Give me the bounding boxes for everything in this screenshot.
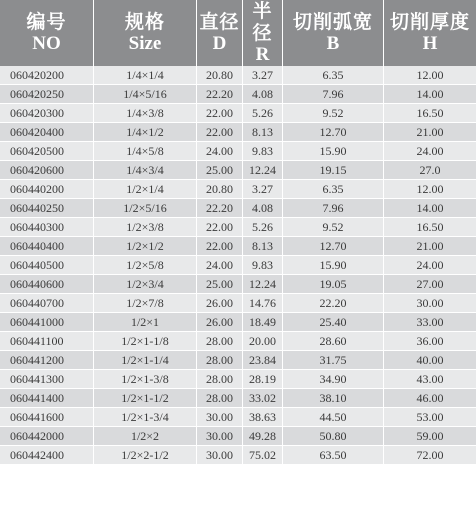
cell-thickness: 16.50 [384,218,476,237]
cell-thickness: 14.00 [384,85,476,104]
cell-arc-width: 15.90 [283,256,384,275]
cell-thickness: 36.00 [384,332,476,351]
table-row [0,161,476,180]
cell-no: 060441300 [0,370,94,389]
table-row [0,427,476,446]
header-row [0,0,476,66]
cell-no: 060420200 [0,66,94,85]
cell-diameter: 28.00 [197,370,243,389]
cell-diameter: 24.00 [197,142,243,161]
table-row [0,104,476,123]
cell-thickness: 12.00 [384,180,476,199]
cell-radius: 9.83 [243,256,283,275]
header-diameter-en: D [212,33,227,54]
cell-diameter: 22.00 [197,237,243,256]
cell-size: 1/4×3/8 [94,104,197,123]
cell-no: 060442400 [0,446,94,465]
table-row [0,446,476,465]
cell-radius: 28.19 [243,370,283,389]
cell-no: 060441100 [0,332,94,351]
header-size [94,0,197,66]
cell-diameter: 30.00 [197,408,243,427]
cell-size: 1/2×1-1/4 [94,351,197,370]
cell-no: 060441000 [0,313,94,332]
cell-radius: 12.24 [243,161,283,180]
cell-no: 060420250 [0,85,94,104]
cell-diameter: 22.20 [197,85,243,104]
cell-diameter: 20.80 [197,66,243,85]
cell-radius: 8.13 [243,237,283,256]
cell-radius: 18.49 [243,313,283,332]
table-row [0,218,476,237]
cell-radius: 49.28 [243,427,283,446]
cell-no: 060440600 [0,275,94,294]
table-row [0,123,476,142]
cell-thickness: 59.00 [384,427,476,446]
cell-no: 060420400 [0,123,94,142]
cell-size: 1/2×5/16 [94,199,197,218]
cell-arc-width: 6.35 [283,180,384,199]
table-row [0,313,476,332]
cell-diameter: 20.80 [197,180,243,199]
cell-size: 1/2×1 [94,313,197,332]
cell-radius: 14.76 [243,294,283,313]
cell-thickness: 33.00 [384,313,476,332]
header-no [0,0,94,66]
cell-arc-width: 50.80 [283,427,384,446]
cell-arc-width: 25.40 [283,313,384,332]
cell-thickness: 40.00 [384,351,476,370]
cell-diameter: 28.00 [197,351,243,370]
cell-diameter: 22.20 [197,199,243,218]
cell-arc-width: 34.90 [283,370,384,389]
cell-size: 1/2×5/8 [94,256,197,275]
cell-no: 060440500 [0,256,94,275]
cell-no: 060420500 [0,142,94,161]
cell-arc-width: 7.96 [283,199,384,218]
cell-size: 1/2×2 [94,427,197,446]
table-row [0,389,476,408]
cell-radius: 3.27 [243,180,283,199]
cell-size: 1/4×3/4 [94,161,197,180]
header-radius [243,0,283,66]
cell-arc-width: 12.70 [283,123,384,142]
cell-thickness: 27.00 [384,275,476,294]
table-row [0,256,476,275]
cell-size: 1/2×3/8 [94,218,197,237]
header-radius-zh: 半径 [252,0,273,44]
cell-thickness: 27.0 [384,161,476,180]
header-thickness-en: H [422,33,438,54]
header-no-en: NO [32,33,61,54]
cell-no: 060420600 [0,161,94,180]
cell-arc-width: 6.35 [283,66,384,85]
table-body [0,66,476,465]
cell-size: 1/2×1-3/8 [94,370,197,389]
cell-size: 1/2×7/8 [94,294,197,313]
cell-arc-width: 19.15 [283,161,384,180]
cell-size: 1/2×1/2 [94,237,197,256]
table-row [0,180,476,199]
table-row [0,66,476,85]
cell-radius: 20.00 [243,332,283,351]
cell-no: 060441400 [0,389,94,408]
cell-arc-width: 31.75 [283,351,384,370]
header-no-zh: 编号 [26,11,67,33]
cell-size: 1/2×3/4 [94,275,197,294]
cell-diameter: 30.00 [197,446,243,465]
cell-thickness: 46.00 [384,389,476,408]
cell-diameter: 24.00 [197,256,243,275]
cell-thickness: 14.00 [384,199,476,218]
cell-arc-width: 28.60 [283,332,384,351]
table-row [0,142,476,161]
cell-radius: 75.02 [243,446,283,465]
cell-thickness: 12.00 [384,66,476,85]
cell-arc-width: 12.70 [283,237,384,256]
cell-thickness: 30.00 [384,294,476,313]
cell-thickness: 72.00 [384,446,476,465]
header-thickness-zh: 切削厚度 [389,11,470,33]
header-radius-en: R [255,44,270,65]
cell-thickness: 24.00 [384,256,476,275]
cell-diameter: 28.00 [197,389,243,408]
cell-radius: 3.27 [243,66,283,85]
header-arc-width [283,0,384,66]
cell-radius: 12.24 [243,275,283,294]
cell-thickness: 43.00 [384,370,476,389]
cell-arc-width: 15.90 [283,142,384,161]
cell-arc-width: 19.05 [283,275,384,294]
cell-diameter: 30.00 [197,427,243,446]
cell-arc-width: 38.10 [283,389,384,408]
cell-no: 060420300 [0,104,94,123]
table-row [0,199,476,218]
cell-radius: 8.13 [243,123,283,142]
table-row [0,408,476,427]
cell-arc-width: 22.20 [283,294,384,313]
table-row [0,351,476,370]
cell-radius: 38.63 [243,408,283,427]
cell-diameter: 22.00 [197,104,243,123]
cell-no: 060440300 [0,218,94,237]
cell-size: 1/4×5/8 [94,142,197,161]
cell-arc-width: 63.50 [283,446,384,465]
table-row [0,294,476,313]
cell-diameter: 26.00 [197,313,243,332]
header-size-zh: 规格 [124,11,165,33]
cell-size: 1/2×1/4 [94,180,197,199]
cell-thickness: 16.50 [384,104,476,123]
header-diameter-zh: 直径 [199,11,240,33]
cell-thickness: 21.00 [384,123,476,142]
cell-radius: 9.83 [243,142,283,161]
cell-diameter: 28.00 [197,332,243,351]
cell-no: 060442000 [0,427,94,446]
cell-arc-width: 44.50 [283,408,384,427]
cell-no: 060440400 [0,237,94,256]
cell-thickness: 21.00 [384,237,476,256]
cell-size: 1/4×1/4 [94,66,197,85]
cell-no: 060441600 [0,408,94,427]
table-row [0,370,476,389]
cell-size: 1/4×1/2 [94,123,197,142]
table-row [0,332,476,351]
header-thickness [384,0,476,66]
cell-no: 060440700 [0,294,94,313]
table-row [0,275,476,294]
header-arc-width-en: B [326,33,340,54]
cell-thickness: 24.00 [384,142,476,161]
header-size-en: Size [128,33,162,54]
header-arc-width-zh: 切削弧宽 [292,11,373,33]
cell-diameter: 25.00 [197,161,243,180]
cell-diameter: 25.00 [197,275,243,294]
cell-diameter: 22.00 [197,218,243,237]
header-diameter [197,0,243,66]
cell-radius: 4.08 [243,199,283,218]
cell-diameter: 26.00 [197,294,243,313]
cell-arc-width: 7.96 [283,85,384,104]
cell-radius: 5.26 [243,104,283,123]
cell-no: 060440200 [0,180,94,199]
cell-no: 060440250 [0,199,94,218]
table-row [0,85,476,104]
cell-radius: 5.26 [243,218,283,237]
cell-thickness: 53.00 [384,408,476,427]
cell-arc-width: 9.52 [283,218,384,237]
cell-size: 1/2×1-1/8 [94,332,197,351]
cell-size: 1/4×5/16 [94,85,197,104]
cell-radius: 33.02 [243,389,283,408]
cell-size: 1/2×2-1/2 [94,446,197,465]
cell-size: 1/2×1-1/2 [94,389,197,408]
cell-size: 1/2×1-3/4 [94,408,197,427]
cell-arc-width: 9.52 [283,104,384,123]
table-row [0,237,476,256]
cell-diameter: 22.00 [197,123,243,142]
cell-radius: 23.84 [243,351,283,370]
cell-radius: 4.08 [243,85,283,104]
cell-no: 060441200 [0,351,94,370]
